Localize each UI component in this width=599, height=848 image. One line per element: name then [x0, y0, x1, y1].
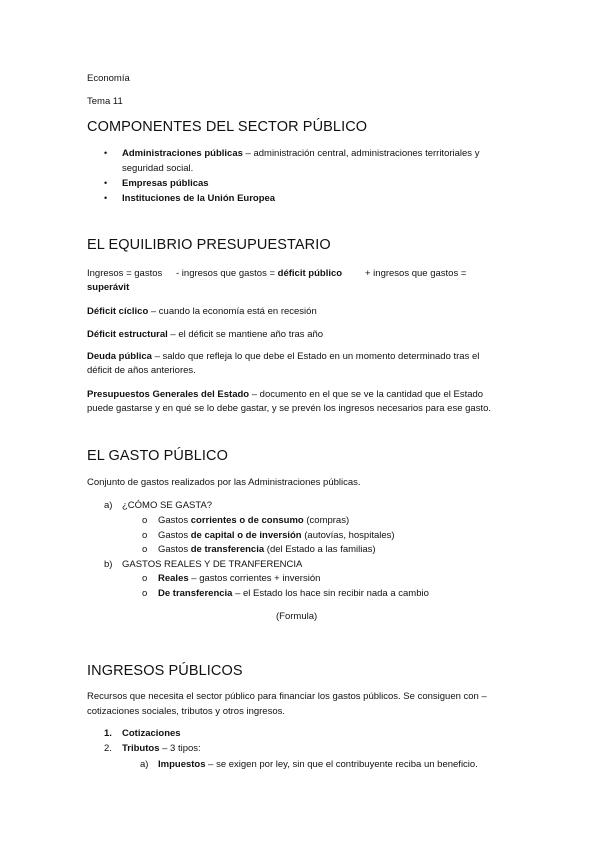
list-item [158, 572, 320, 585]
item-term: de transferencia [190, 544, 265, 555]
list-item [158, 758, 478, 771]
equation-surplus-term [87, 281, 129, 294]
formula-placeholder: (Formula) [276, 611, 318, 622]
list-item [158, 514, 349, 527]
item-prefix: Gastos [158, 544, 191, 555]
item-suffix: (compras) [303, 515, 350, 526]
list-marker: a) [104, 500, 113, 511]
bullet-icon: • [104, 148, 108, 158]
sub-bullet-icon: o [142, 588, 148, 599]
sub-bullet-icon: o [142, 544, 148, 555]
list-item-term: Administraciones públicas [122, 148, 243, 159]
item-suffix: – gastos corrientes + inversión [188, 573, 321, 584]
section-title-equilibrio: EL EQUILIBRIO PRESUPUESTARIO [87, 237, 331, 253]
topic-label: Tema 11 [87, 96, 123, 107]
subject-label: Economía [87, 73, 130, 84]
item-suffix: – 3 tipos: [159, 743, 201, 754]
section-title-ingresos: INGRESOS PÚBLICOS [87, 663, 243, 679]
section-intro: Recursos que necesita el sector público para financiar los gastos públicos. Se consiguen con – [87, 691, 487, 702]
surplus-term: superávit [87, 282, 130, 293]
section-title-componentes: COMPONENTES DEL SECTOR PÚBLICO [87, 119, 368, 135]
definition-desc-cont: puede gastarse y en qué se lo debe gastar, y se prevén los ingresos necesarios para ese gasto. [87, 403, 492, 414]
list-number [104, 727, 112, 740]
sub-bullet-icon: o [142, 515, 148, 526]
list-item-desc-cont: seguridad social. [122, 163, 194, 174]
definition-term: Déficit estructural [87, 329, 168, 340]
item-term: corrientes o de consumo [190, 515, 304, 526]
item-suffix: (autovías, hospitales) [301, 530, 395, 541]
item-suffix: – el Estado los hace sin recibir nada a cambio [232, 588, 429, 599]
sublist-heading: ¿CÓMO SE GASTA? [122, 500, 213, 511]
list-marker: b) [104, 559, 113, 570]
definition-desc: – saldo que refleja lo que debe el Estado en un momento determinado tras el [151, 351, 480, 362]
item-term: Reales [158, 573, 189, 584]
list-item [122, 742, 201, 755]
definition-desc: – documento en el que se ve la cantidad que el Estado [249, 389, 484, 400]
definition-deuda-publica [87, 350, 479, 363]
equation-deficit [176, 267, 342, 280]
list-item-desc: – administración central, administraciones territoriales y [242, 148, 480, 159]
item-term: Tributos [122, 743, 160, 754]
sublist-heading: GASTOS REALES Y DE TRANFERENCIA [122, 559, 303, 570]
section-intro: Conjunto de gastos realizados por las Administraciones públicas. [87, 477, 361, 488]
equation-deficit-text: - ingresos que gastos = [176, 268, 278, 279]
equation-surplus: + ingresos que gastos = [365, 268, 467, 279]
equation-balance: Ingresos = gastos [87, 268, 163, 279]
sub-bullet-icon: o [142, 530, 148, 541]
list-item [158, 529, 395, 542]
list-item [158, 543, 376, 556]
definition-term: Presupuestos Generales del Estado [87, 389, 250, 400]
definition-deficit-estructural [87, 328, 323, 341]
item-term: De transferencia [158, 588, 233, 599]
item-suffix: (del Estado a las familias) [264, 544, 376, 555]
item-prefix: Gastos [158, 515, 191, 526]
list-item [122, 177, 209, 190]
list-number-text: 1. [104, 728, 112, 739]
definition-desc-cont: déficit de años anteriores. [87, 365, 196, 376]
sub-bullet-icon: o [142, 573, 148, 584]
item-prefix: Gastos [158, 530, 191, 541]
definition-term: Deuda pública [87, 351, 152, 362]
definition-desc: – cuando la economía está en recesión [148, 306, 317, 317]
list-item-term: Instituciones de la Unión Europea [122, 193, 276, 204]
item-term: de capital o de inversión [190, 530, 302, 541]
definition-desc: – el déficit se mantiene año tras año [167, 329, 324, 340]
list-item [122, 147, 479, 160]
list-number: 2. [104, 743, 112, 754]
item-term: Cotizaciones [122, 728, 181, 739]
definition-deficit-ciclico [87, 305, 317, 318]
item-suffix: – se exigen por ley, sin que el contribuyente reciba un beneficio. [205, 759, 478, 770]
section-title-gasto: EL GASTO PÚBLICO [87, 448, 229, 464]
list-item [158, 587, 429, 600]
list-marker: a) [140, 759, 149, 770]
equation-deficit-term: déficit público [277, 268, 343, 279]
list-item-term: Empresas públicas [122, 178, 209, 189]
list-item [122, 727, 181, 740]
item-term: Impuestos [158, 759, 206, 770]
bullet-icon: • [104, 193, 108, 203]
definition-presupuestos [87, 388, 483, 401]
list-item [122, 192, 275, 205]
bullet-icon: • [104, 178, 108, 188]
definition-term: Déficit cíclico [87, 306, 149, 317]
section-intro-cont: cotizaciones sociales, tributos y otros ingresos. [87, 706, 286, 717]
